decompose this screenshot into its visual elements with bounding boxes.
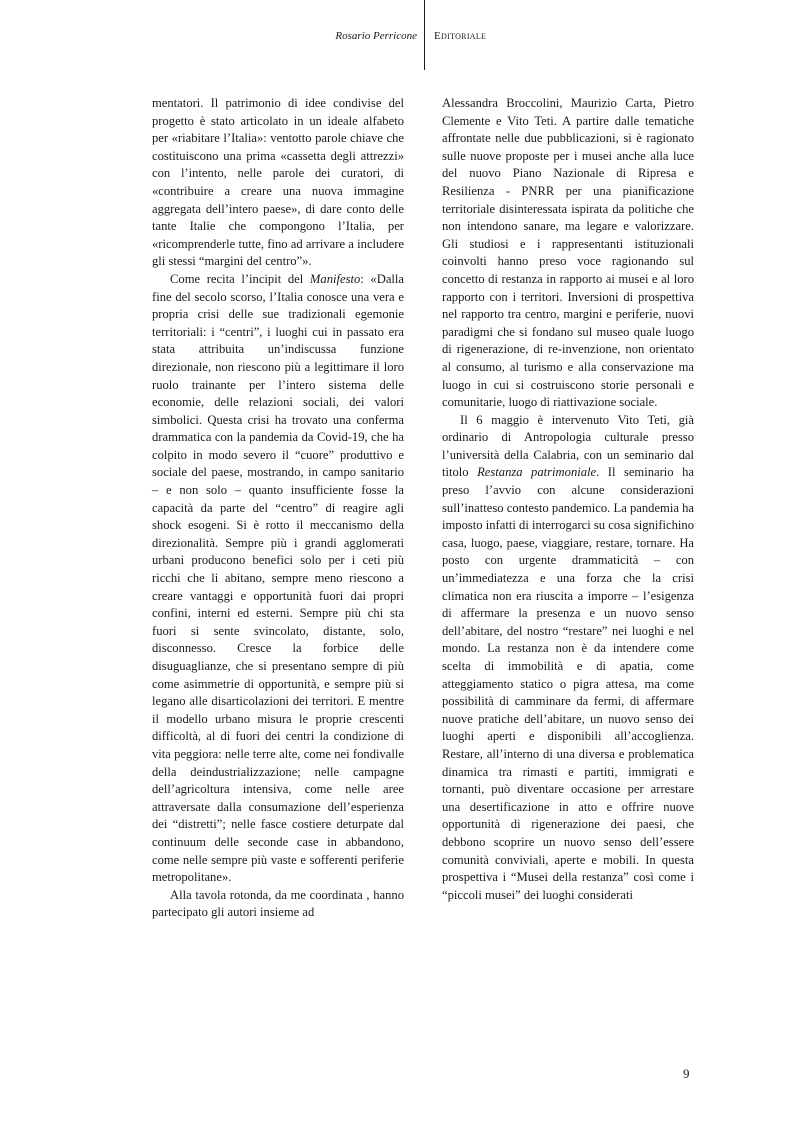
paragraph bbox=[152, 271, 404, 887]
page-number: 9 bbox=[683, 1066, 690, 1081]
header-section-title: Editoriale bbox=[434, 30, 487, 42]
paragraph-text: : «Dalla fine del secolo scorso, l’Italia conosce una vera e propria crisi delle sue tradizionali egemonie territoriali: i “centri”, i luoghi cui in passato era stata attribuita un’indiscussa funzione direzionale, non riescono più a legittimare il loro ruolo trainante per l’intero sistema delle economie, delle relazioni sociali, dei valori simbolici. Questa crisi ha trovato una conferma drammatica con la pandemia da Covid-19, che ha colpito in modo severo il “cuore” produttivo e sociale del paese, mostrando, in campo sanitario – e non solo – quanto insufficiente fosse la capacità da parte del “centro” di reagire agli shock esogeni. Si è rotto il meccanismo della direzionalità. Sempre più i grandi agglomerati urbani producono benefici solo per i ceti più ricchi che li abitano, sempre meno riescono a creare vantaggi e opportunità fuori dai propri confini, interni ed esterni. Sempre più chi sta fuori si sente svincolato, distante, solo, disconnesso. Cresce la forbice delle disuguaglianze, che si presentano sempre di più come asimmetrie di opportunità, e sempre più si legano alle disarticolazioni dei territori. E mentre il modello urbano misura le proprie crescenti difficoltà, al di fuori dei centri la condizione di vita peggiora: nelle terre alte, come nei fondivalle della deindustrializzazione; nelle campagne dell’agricoltura intensiva, come nelle aree attraversate dalla consumazione dell’esperienza dei “distretti”; nelle fasce costiere deturpate dal continuum delle seconde case in abbandono, come nelle sempre più vaste e sofferenti periferie metropolitane». bbox=[152, 271, 404, 885]
left-text-column bbox=[152, 95, 404, 922]
header-author: Rosario Perricone bbox=[335, 30, 417, 42]
paragraph-text: Il 6 maggio è intervenuto Vito Teti, già ordinario di Antropologia culturale presso l’università della Calabria, con un seminario dal titolo bbox=[442, 412, 694, 480]
italic-title: Manifesto bbox=[309, 271, 361, 286]
paragraph: Alla tavola rotonda, da me coordinata , hanno partecipato gli autori insieme ad bbox=[152, 887, 404, 920]
italic-title: Restanza patrimoniale bbox=[477, 465, 597, 480]
paragraph-text: Come recita l’incipit del bbox=[170, 271, 310, 286]
paragraph: mentatori. Il patrimonio di idee condivise del progetto è stato articolato in un ideale alfabeto per «riabitare l’Italia»: ventotto parole chiave che costituiscono una prima «cassetta degli attrezzi» con l’intento, nelle parole dei curatori, di «contribuire a creare una nuova immagine aggregata dell’intero paese», di dare conto delle tante Italie che compongono l’Italia, per «ricomprenderle tutte, fino ad arrivare a includere gli stessi “margini del centro”». bbox=[152, 96, 404, 269]
header-divider bbox=[424, 0, 425, 70]
right-text-column bbox=[442, 95, 694, 904]
paragraph-text: . Il seminario ha preso l’avvio con alcune considerazioni sull’inatteso contesto pandemico. La pandemia ha imposto infatti di interrogarci su cosa significhino casa, luogo, paese, viaggiare, restare, tornare. Ha posto con urgente drammaticità – con un’immediatezza e una forza che la crisi climatica non era riuscita a imporre – l’esigenza di affermare la presenza e un nuovo senso dell’abitare, del nostro “restare” nei luoghi e nel mondo. La restanza non è da intendere come scelta di immobilità e di apatia, come atteggiamento statico o pigra attesa, ma come possibilità di camminare da fermi, di affermare nuove pratiche dell’abitare, un nuovo senso dei luoghi aperti e disponibili all’accoglienza. Restare, all’interno di una diversa e problematica dinamica tra rimasti e partiti, immigrati e tornanti, può diventare occasione per arrestare una desertificazione in atto e offrire nuove opportunità di rigenerazione dei paesi, che debbono scoprire un nuovo senso dell’essere comunità conviviali, aperte e mobili. In questa prospettiva i “Musei della restanza” così come i “piccoli musei” dei luoghi considerati bbox=[442, 465, 694, 902]
running-header bbox=[0, 28, 794, 48]
paragraph bbox=[442, 412, 694, 905]
paragraph: Alessandra Broccolini, Maurizio Carta, Pietro Clemente e Vito Teti. A partire dalle tematiche affrontate nelle due pubblicazioni, si è ragionato sulle nuove proposte per i musei anche alla luce del nuovo Piano Nazionale di Ripresa e Resilienza - PNRR per una pianificazione territoriale disinteressata ispirata da politiche che non intendono sanare, ma legare e valorizzare. Gli studiosi e i rappresentanti istituzionali coinvolti hanno preso voce ragionando sul concetto di restanza in rapporto ai musei e al loro rapporto con i territori. Inversioni di prospettiva nel rapporto tra centro, margini e periferie, nuovi paradigmi che si fondano sul museo quale luogo di rigenerazione, di re-invenzione, non orientato al consumo, al turismo e alla conservazione ma luogo in cui si costruiscono storie personali e comunitarie, luogo di riattivazione sociale. bbox=[442, 96, 694, 410]
